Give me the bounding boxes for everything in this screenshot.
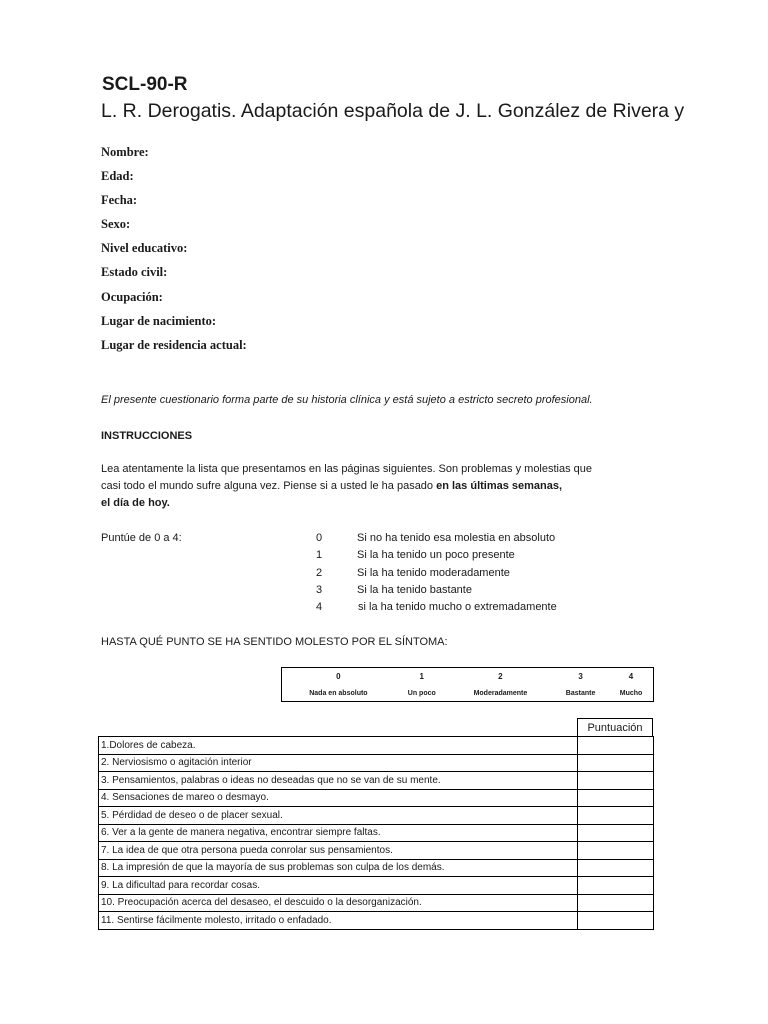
score-cell[interactable] xyxy=(578,912,654,930)
table-row xyxy=(99,772,654,790)
score-cell[interactable] xyxy=(578,754,654,772)
field-nombre: Nombre: xyxy=(101,145,149,159)
scale-value: 4 xyxy=(316,601,323,613)
symptom-item: 3. Pensamientos, palabras o ideas no deseadas que no se van de su mente. xyxy=(99,772,578,790)
score-cell[interactable] xyxy=(578,737,654,755)
table-row xyxy=(99,877,654,895)
symptom-item: 4. Sensaciones de mareo o desmayo. xyxy=(99,789,578,807)
table-row xyxy=(99,737,654,755)
instructions-line-2-emphasis: en las últimas semanas, xyxy=(436,480,563,492)
scale-value: 1 xyxy=(316,549,323,561)
score-cell[interactable] xyxy=(578,789,654,807)
legend-number: 3 xyxy=(578,672,583,681)
legend-label: Nada en absoluto xyxy=(309,689,368,697)
legend-number: 1 xyxy=(419,672,424,681)
score-cell[interactable] xyxy=(578,877,654,895)
symptom-item: 7. La idea de que otra persona pueda conrolar sus pensamientos. xyxy=(99,842,578,860)
field-estado-civil: Estado civil: xyxy=(101,265,168,279)
field-sexo: Sexo: xyxy=(101,217,131,231)
legend-label: Moderadamente xyxy=(473,689,528,697)
table-row xyxy=(99,789,654,807)
scale-description: Si la ha tenido moderadamente xyxy=(357,567,510,579)
field-lugar-residencia: Lugar de residencia actual: xyxy=(101,338,247,352)
symptom-item: 11. Sentirse fácilmente molesto, irritado o enfadado. xyxy=(99,912,578,930)
field-lugar-nacimiento: Lugar de nacimiento: xyxy=(101,314,217,328)
score-cell[interactable] xyxy=(578,772,654,790)
instructions-heading: INSTRUCCIONES xyxy=(101,430,193,442)
score-cell[interactable] xyxy=(578,842,654,860)
legend-number: 2 xyxy=(498,672,503,681)
severity-question: HASTA QUÉ PUNTO SE HA SENTIDO MOLESTO POR EL SÍNTOMA: xyxy=(101,636,448,648)
table-row xyxy=(99,824,654,842)
scale-description: Si la ha tenido bastante xyxy=(357,584,472,596)
legend-number: 0 xyxy=(336,672,341,681)
symptom-item: 6. Ver a la gente de manera negativa, encontrar siempre faltas. xyxy=(99,824,578,842)
confidentiality-note: El presente cuestionario forma parte de su historia clínica y está sujeto a estricto secreto profesional. xyxy=(101,394,593,406)
score-cell[interactable] xyxy=(578,894,654,912)
symptom-item: 5. Pérdidad de deseo o de placer sexual. xyxy=(99,807,578,825)
legend-label: Bastante xyxy=(565,689,596,697)
legend-label: Un poco xyxy=(407,689,436,697)
symptom-item: 2. Nerviosismo o agitación interior xyxy=(99,754,578,772)
symptom-item: 8. La impresión de que la mayoría de sus problemas son culpa de los demás. xyxy=(99,859,578,877)
scale-value: 2 xyxy=(316,567,323,579)
table-row xyxy=(99,912,654,930)
scale-description: Si la ha tenido un poco presente xyxy=(357,549,515,561)
table-row xyxy=(99,894,654,912)
field-fecha: Fecha: xyxy=(101,193,138,207)
scale-description: Si no ha tenido esa molestia en absoluto xyxy=(357,532,556,544)
table-row xyxy=(99,859,654,877)
score-cell[interactable] xyxy=(578,859,654,877)
response-scale-legend xyxy=(281,667,654,702)
field-edad: Edad: xyxy=(101,169,134,183)
score-column-header: Puntuación xyxy=(577,718,653,736)
instructions-line-2 xyxy=(101,480,562,492)
scale-value: 0 xyxy=(316,532,323,544)
scale-label: Puntúe de 0 a 4: xyxy=(101,532,182,544)
symptom-item: 1.Dolores de cabeza. xyxy=(99,737,578,755)
field-nivel-educativo: Nivel educativo: xyxy=(101,241,188,255)
symptom-item: 9. La dificultad para recordar cosas. xyxy=(99,877,578,895)
scale-description: si la ha tenido mucho o extremadamente xyxy=(358,601,557,613)
instructions-line-1: Lea atentamente la lista que presentamos en las páginas siguientes. Son problemas y molestias que xyxy=(101,463,593,475)
symptom-item: 10. Preocupación acerca del desaseo, el descuido o la desorganización. xyxy=(99,894,578,912)
field-ocupacion: Ocupación: xyxy=(101,290,163,304)
table-row xyxy=(99,842,654,860)
scale-value: 3 xyxy=(316,584,323,596)
score-cell[interactable] xyxy=(578,824,654,842)
table-row xyxy=(99,807,654,825)
document-subtitle: L. R. Derogatis. Adaptación española de J. L. González de Rivera y xyxy=(101,100,685,122)
instructions-line-2-text: casi todo el mundo sufre alguna vez. Piense si a usted le ha pasado xyxy=(101,480,437,492)
symptom-table xyxy=(98,736,654,930)
table-row xyxy=(99,754,654,772)
document-title: SCL-90-R xyxy=(102,74,188,95)
legend-number: 4 xyxy=(628,672,634,681)
instructions-line-3: el día de hoy. xyxy=(101,497,170,509)
legend-label: Mucho xyxy=(619,689,643,697)
score-cell[interactable] xyxy=(578,807,654,825)
